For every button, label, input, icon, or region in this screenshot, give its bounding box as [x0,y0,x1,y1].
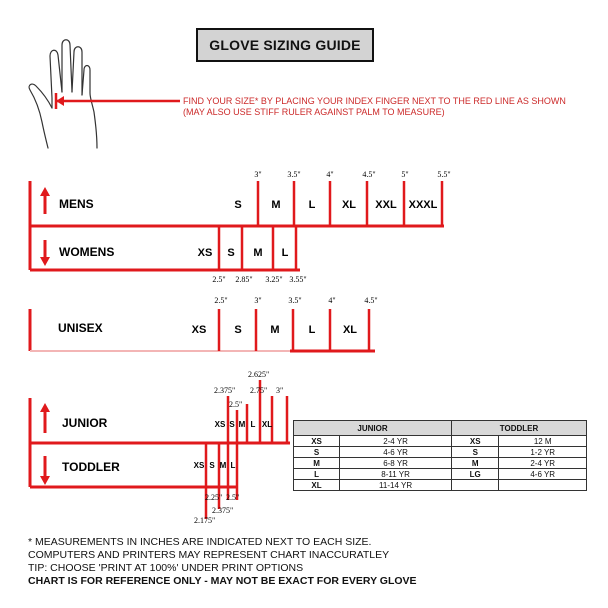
womens-size: M [253,247,263,259]
mens-size: XXL [375,199,397,211]
table-cell: LG [452,469,499,480]
mens-label: MENS [59,197,94,211]
down-arrow-icon [40,240,50,266]
table-cell: 11-14 YR [340,480,452,491]
mens-size: M [271,199,281,211]
table-cell: 1-2 YR [499,447,587,458]
mens-tick: 4.5" [362,170,376,179]
womens-tick: 2.85" [235,275,253,284]
unisex-label: UNISEX [58,321,103,335]
mens-size: L [308,199,316,211]
table-cell: S [452,447,499,458]
note-line: COMPUTERS AND PRINTERS MAY REPRESENT CHART INACCURATLEY [28,549,390,561]
table-cell [499,480,587,491]
toddler-tick: 2.175" [194,516,216,525]
table-cell: XS [294,436,340,447]
note-line: * MEASUREMENTS IN INCHES ARE INDICATED NEXT TO EACH SIZE. [28,536,372,548]
table-row [294,469,587,480]
junior-tick: 2.625" [248,370,270,379]
toddler-tick: 2.375" [212,506,234,515]
disclaimer: CHART IS FOR REFERENCE ONLY - MAY NOT BE EXACT FOR EVERY GLOVE [28,575,417,587]
table-row [294,447,587,458]
unisex-size: S [234,324,242,336]
mens-womens-scale [30,170,451,284]
hand-outline-icon [29,40,97,148]
table-cell: M [294,458,340,469]
table-cell: 2-4 YR [499,458,587,469]
womens-size: XS [197,247,213,259]
mens-tick: 4" [326,170,334,179]
junior-toddler-scale [30,370,290,525]
junior-size: XL [261,420,273,429]
table-cell: S [294,447,340,458]
table-row [294,436,587,447]
table-cell: 4-6 YR [340,447,452,458]
junior-tick: 2.75" [250,386,268,395]
womens-tick: 2.5" [212,275,226,284]
unisex-tick: 3.5" [288,296,302,305]
table-cell: 4-6 YR [499,469,587,480]
table-cell: 8-11 YR [340,469,452,480]
junior-tick: 3" [276,386,284,395]
mens-tick: 3.5" [287,170,301,179]
toddler-size: S [209,461,215,470]
mens-tick: 3" [254,170,262,179]
junior-size: L [250,420,256,429]
junior-size: S [229,420,235,429]
unisex-size: L [308,324,316,336]
womens-size: S [227,247,235,259]
toddler-size: L [230,461,236,470]
junior-size: M [238,420,246,429]
footnotes [28,536,417,588]
unisex-size: XL [342,324,358,336]
table-row [294,458,587,469]
toddler-table-header: TODDLER [452,421,587,436]
table-cell: 6-8 YR [340,458,452,469]
table-cell: M [452,458,499,469]
table-row [294,480,587,491]
unisex-tick: 4.5" [364,296,378,305]
junior-table-header: JUNIOR [294,421,452,436]
junior-label: JUNIOR [62,416,108,430]
womens-tick: 3.55" [289,275,307,284]
instruction-line: FIND YOUR SIZE* BY PLACING YOUR INDEX FINGER NEXT TO THE RED LINE AS SHOWN [183,96,566,106]
toddler-label: TODDLER [62,460,120,474]
table-cell: L [294,469,340,480]
unisex-tick: 2.5" [214,296,228,305]
table-cell: 2-4 YR [340,436,452,447]
note-line: TIP: CHOOSE 'PRINT AT 100%' UNDER PRINT OPTIONS [28,562,304,574]
up-arrow-icon [40,403,50,433]
toddler-size: XS [193,461,205,470]
junior-size: XS [214,420,226,429]
unisex-tick: 4" [328,296,336,305]
junior-tick: 2.5" [229,400,243,409]
womens-size: L [281,247,289,259]
toddler-size: M [219,461,227,470]
toddler-tick: 2.25" [205,493,223,502]
mens-size: XL [341,199,357,211]
mens-size: S [234,199,242,211]
table-cell: XS [452,436,499,447]
unisex-scale [30,296,378,351]
down-arrow-icon [40,456,50,485]
toddler-tick: 2.5" [226,493,240,502]
mens-size: XXXL [408,199,438,211]
up-arrow-icon [40,187,50,214]
mens-tick: 5.5" [437,170,451,179]
instructions [183,96,566,118]
unisex-tick: 3" [254,296,262,305]
instruction-line: (MAY ALSO USE STIFF RULER AGAINST PALM TO MEASURE) [183,107,445,117]
womens-tick: 3.25" [265,275,283,284]
measure-line [56,93,180,109]
table-cell [452,480,499,491]
mens-tick: 5" [401,170,409,179]
unisex-size: XS [191,324,207,336]
age-size-table [293,420,587,491]
table-cell: 12 M [499,436,587,447]
unisex-size: M [270,324,280,336]
page-title: GLOVE SIZING GUIDE [196,28,374,62]
table-cell: XL [294,480,340,491]
womens-label: WOMENS [59,245,115,259]
junior-tick: 2.375" [214,386,236,395]
